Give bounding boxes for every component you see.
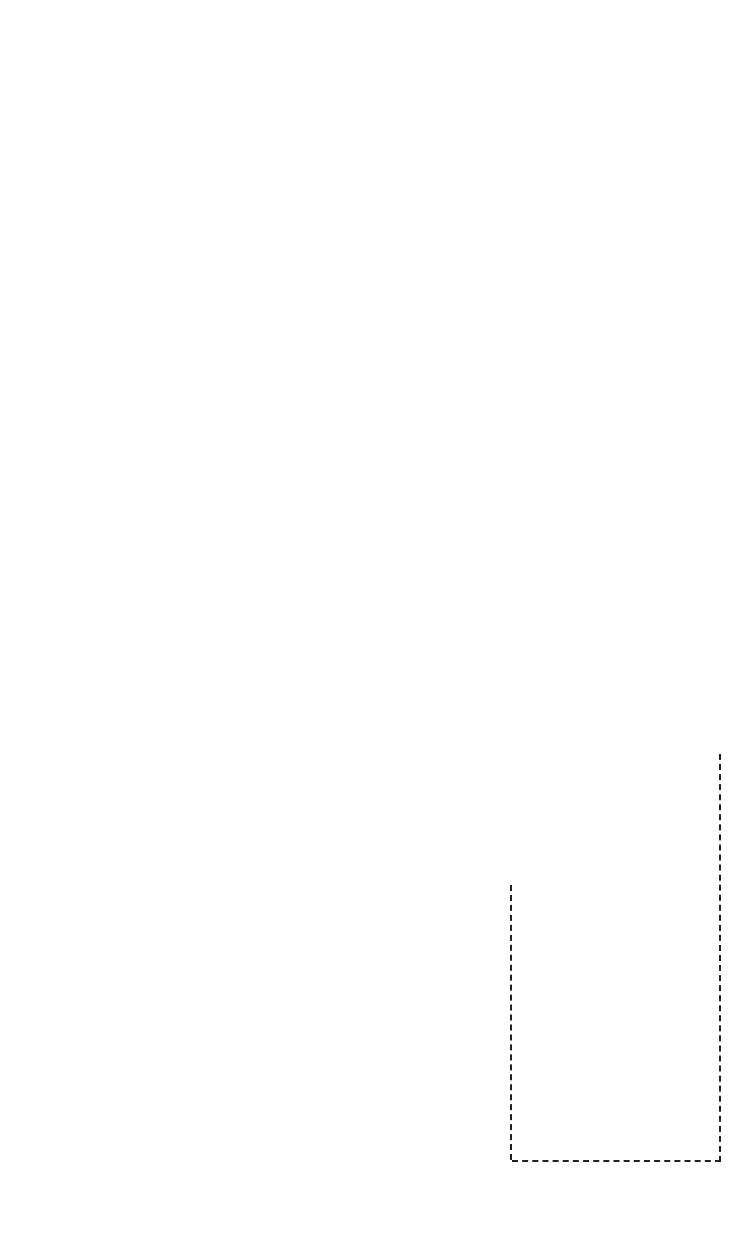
coupon-border-left bbox=[510, 885, 512, 1160]
coupon-border bbox=[512, 754, 721, 1162]
